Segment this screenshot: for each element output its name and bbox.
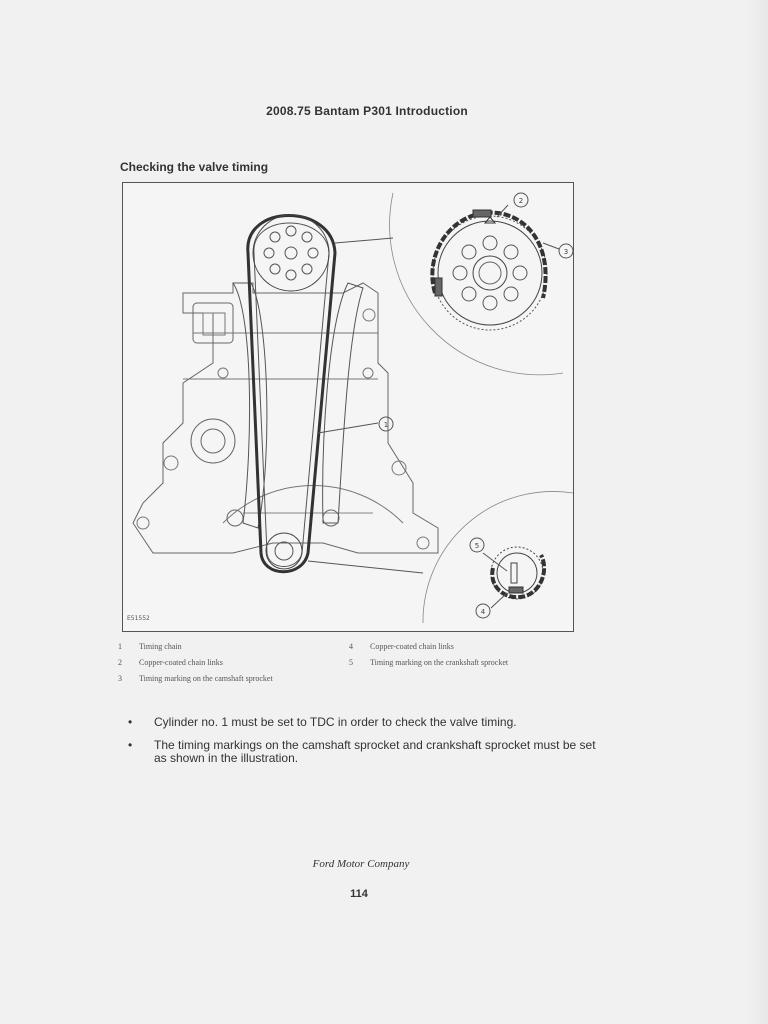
page-header-title: 2008.75 Bantam P301 Introduction <box>266 104 468 118</box>
bullet-text: Cylinder no. 1 must be set to TDC in order to check the valve timing. <box>154 715 517 729</box>
callout-5: 5 <box>474 542 480 550</box>
legend-number: 5 <box>349 658 353 667</box>
legend-text: Timing marking on the camshaft sprocket <box>139 674 273 683</box>
section-title: Checking the valve timing <box>120 160 269 174</box>
bullet-symbol: • <box>128 715 133 729</box>
legend-text: Copper-coated chain links <box>139 658 223 667</box>
legend-right <box>349 642 579 674</box>
list-item <box>128 716 608 729</box>
engine-diagram-svg <box>123 183 573 631</box>
legend-item <box>118 642 348 658</box>
bullet-symbol: • <box>128 738 133 752</box>
page-number: 114 <box>350 888 368 900</box>
instruction-list <box>128 716 608 775</box>
legend-text: Timing marking on the crankshaft sprocket <box>370 658 509 667</box>
legend-text: Copper-coated chain links <box>370 642 454 651</box>
callout-2: 2 <box>518 197 524 205</box>
legend-number: 3 <box>118 674 122 683</box>
callout-3: 3 <box>563 248 569 256</box>
callout-1: 1 <box>383 421 389 429</box>
figure-code: E51552 <box>127 615 150 622</box>
legend-item <box>349 658 579 674</box>
legend-left <box>118 642 348 690</box>
legend-number: 1 <box>118 642 122 651</box>
legend-number: 4 <box>349 642 353 651</box>
bullet-text: The timing markings on the camshaft sprocket and crankshaft sprocket must be set as shown in the illustration. <box>154 738 596 765</box>
callout-4: 4 <box>480 608 486 616</box>
timing-chain-illustration <box>122 182 574 632</box>
ford-logo: Ford Motor Company <box>312 858 410 870</box>
legend-number: 2 <box>118 658 122 667</box>
legend-item <box>118 674 348 690</box>
legend-text: Timing chain <box>139 642 182 651</box>
legend-item <box>118 658 348 674</box>
list-item <box>128 739 608 765</box>
legend-item <box>349 642 579 658</box>
